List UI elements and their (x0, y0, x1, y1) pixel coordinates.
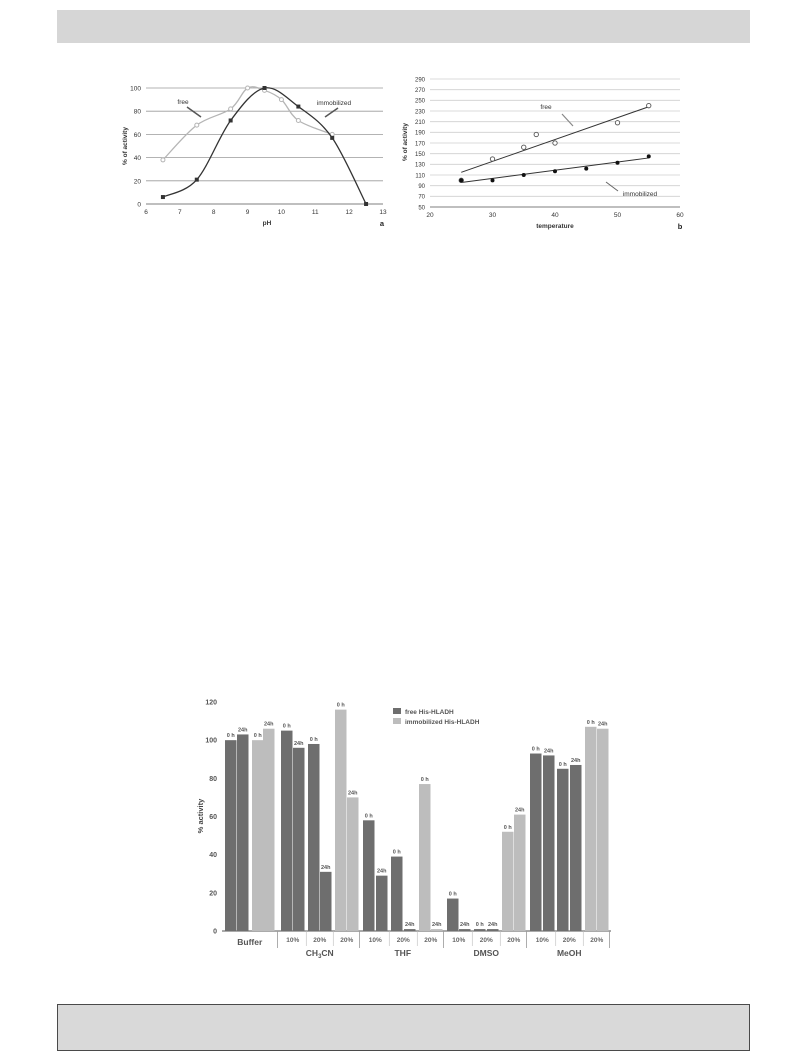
bar (237, 734, 249, 931)
bar (347, 797, 359, 931)
y-axis-label: % of activity (402, 123, 409, 161)
bar (502, 832, 514, 931)
y-tick-label: 170 (414, 141, 425, 148)
y-tick-label: 150 (414, 151, 425, 158)
bar-tag: 24h (377, 868, 387, 875)
data-point (584, 167, 588, 171)
x-tick-label: 7 (178, 209, 182, 216)
y-axis-label: % of activity (122, 127, 129, 165)
legend-swatch-immobilized (393, 718, 401, 724)
bar (585, 727, 597, 931)
bar (404, 929, 416, 931)
x-tick-label: 50 (613, 212, 622, 219)
bar-tag: 0 h (420, 777, 429, 784)
bar-tag: 24h (571, 757, 581, 764)
bar-tag: 24h (432, 922, 442, 929)
data-point (491, 178, 495, 182)
y-tick-label: 120 (205, 699, 217, 707)
immobilized-annotation: immobilized (316, 100, 352, 107)
sub-label: 10% (452, 937, 466, 944)
y-tick-label: 40 (133, 155, 141, 163)
bar (363, 820, 375, 931)
x-tick-label: 60 (676, 212, 684, 219)
bar (320, 872, 332, 931)
bar-tag: 0 h (364, 813, 373, 820)
bar-tag: 0 h (282, 723, 291, 730)
bar-tag: 0 h (226, 733, 235, 740)
y-tick-label: 100 (205, 737, 217, 745)
y-tick-label: 210 (414, 119, 425, 126)
bar (252, 740, 264, 931)
bar (376, 876, 388, 931)
bar-tag: 24h (488, 922, 498, 929)
group-label: DMSO (473, 948, 499, 958)
group-label: MeOH (556, 948, 582, 958)
y-tick-label: 100 (130, 85, 141, 93)
bar-tag: 24h (460, 922, 470, 929)
bar-tag: 0 h (392, 849, 401, 856)
y-tick-label: 190 (414, 130, 425, 137)
bar-tag: 0 h (309, 736, 318, 743)
solvent-stability-bar-chart (0, 680, 793, 980)
x-axis-label: pH (262, 220, 272, 227)
x-tick-label: 10 (277, 209, 286, 216)
y-tick-label: 50 (418, 205, 425, 212)
data-point (615, 121, 619, 125)
immobilized-annotation: immobilized (622, 191, 658, 198)
bar (530, 754, 542, 931)
data-point (647, 103, 651, 107)
data-point (553, 141, 557, 145)
bar (447, 899, 459, 931)
y-tick-label: 110 (415, 173, 425, 180)
bar-tag: 0 h (558, 761, 567, 768)
bar (431, 929, 443, 931)
data-point (490, 157, 494, 161)
panel-label: a (379, 219, 385, 228)
bar (335, 710, 347, 931)
x-tick-label: 40 (551, 212, 559, 219)
bar-tag: 24h (348, 790, 358, 797)
y-tick-label: 270 (414, 87, 425, 94)
bar-tag: 24h (294, 740, 304, 747)
legend-label-free: free His-HLADH (405, 709, 454, 716)
bar (487, 929, 499, 931)
bar-tag: 24h (544, 748, 554, 755)
y-tick-label: 230 (414, 109, 425, 116)
bar (263, 729, 275, 931)
sub-label: 20% (424, 937, 438, 944)
bar-tag: 24h (238, 727, 248, 734)
bar-tag: 0 h (253, 733, 262, 740)
y-tick-label: 60 (209, 814, 217, 821)
y-tick-label: 0 (137, 201, 141, 209)
bar (514, 815, 526, 931)
y-tick-label: 80 (133, 108, 141, 116)
bar (225, 740, 237, 931)
bar-tag: 0 h (586, 719, 595, 726)
x-tick-label: 30 (488, 212, 497, 219)
sub-label: 20% (396, 937, 410, 944)
y-tick-label: 20 (209, 890, 217, 898)
x-axis-label: temperature (536, 223, 574, 230)
y-tick-label: 0 (213, 928, 217, 936)
y-axis-label: % activity (196, 798, 205, 834)
legend-swatch-free (393, 708, 401, 714)
temperature-activity-chart (0, 60, 793, 300)
group-label: Buffer (237, 937, 263, 947)
group-label: $CH_3CN$ (305, 948, 334, 960)
bar (391, 857, 403, 931)
data-point (522, 145, 526, 149)
x-tick-label: 9 (245, 209, 250, 216)
bar (543, 755, 555, 931)
bar (293, 748, 305, 931)
bar-tag: 0 h (531, 746, 540, 753)
bar (419, 784, 431, 931)
bar (570, 765, 582, 931)
sub-label: 20% (507, 937, 521, 944)
bar (308, 744, 320, 931)
data-point (616, 161, 620, 165)
bar-tag: 24h (598, 721, 608, 728)
y-tick-label: 20 (133, 178, 141, 186)
y-tick-label: 130 (414, 162, 425, 169)
data-point (534, 132, 538, 136)
free-annotation: free (177, 99, 189, 106)
immobilized-annotation-arrow (606, 182, 618, 191)
bar-tag: 24h (515, 807, 525, 814)
x-tick-label: 11 (311, 209, 319, 216)
bar (459, 929, 471, 931)
y-tick-label: 90 (418, 183, 425, 190)
data-point (459, 178, 463, 182)
y-tick-label: 70 (418, 194, 425, 201)
bar-tag: 24h (405, 922, 415, 929)
header-bar (57, 10, 750, 43)
bar-tag: 0 h (448, 891, 457, 898)
x-tick-label: 6 (144, 209, 148, 216)
y-tick-label: 60 (133, 131, 141, 139)
bar-tag: 0 h (475, 922, 484, 929)
sub-label: 10% (368, 937, 382, 944)
sub-label: 10% (286, 937, 300, 944)
free-annotation: free (540, 104, 552, 111)
bar (557, 769, 569, 931)
x-tick-label: 12 (345, 209, 353, 216)
footer-box (57, 1004, 750, 1051)
free-annotation-arrow (562, 114, 573, 126)
legend-label-immobilized: immobilized His-HLADH (405, 719, 480, 726)
y-tick-label: 250 (414, 98, 425, 105)
sub-label: 20% (562, 937, 576, 944)
panel-label: b (677, 222, 683, 231)
y-tick-label: 290 (414, 77, 425, 84)
x-tick-label: 20 (426, 212, 434, 219)
trendline (461, 107, 649, 173)
data-point (522, 173, 526, 177)
data-point (647, 154, 651, 158)
y-tick-label: 40 (209, 852, 217, 860)
bar (597, 729, 609, 931)
sub-label: 20% (340, 937, 354, 944)
bar (474, 929, 486, 931)
x-tick-label: 13 (379, 209, 387, 216)
bar-tag: 0 h (336, 702, 345, 709)
bar-tag: 0 h (503, 824, 512, 831)
sub-label: 20% (590, 937, 604, 944)
data-point (553, 169, 557, 173)
bar-tag: 24h (321, 864, 331, 871)
sub-label: 20% (479, 937, 493, 944)
x-tick-label: 8 (211, 209, 216, 216)
sub-label: 20% (313, 937, 327, 944)
bar-tag: 24h (264, 721, 274, 728)
y-tick-label: 80 (209, 775, 217, 783)
bar (281, 731, 293, 931)
sub-label: 10% (535, 937, 549, 944)
group-label: THF (394, 948, 412, 958)
